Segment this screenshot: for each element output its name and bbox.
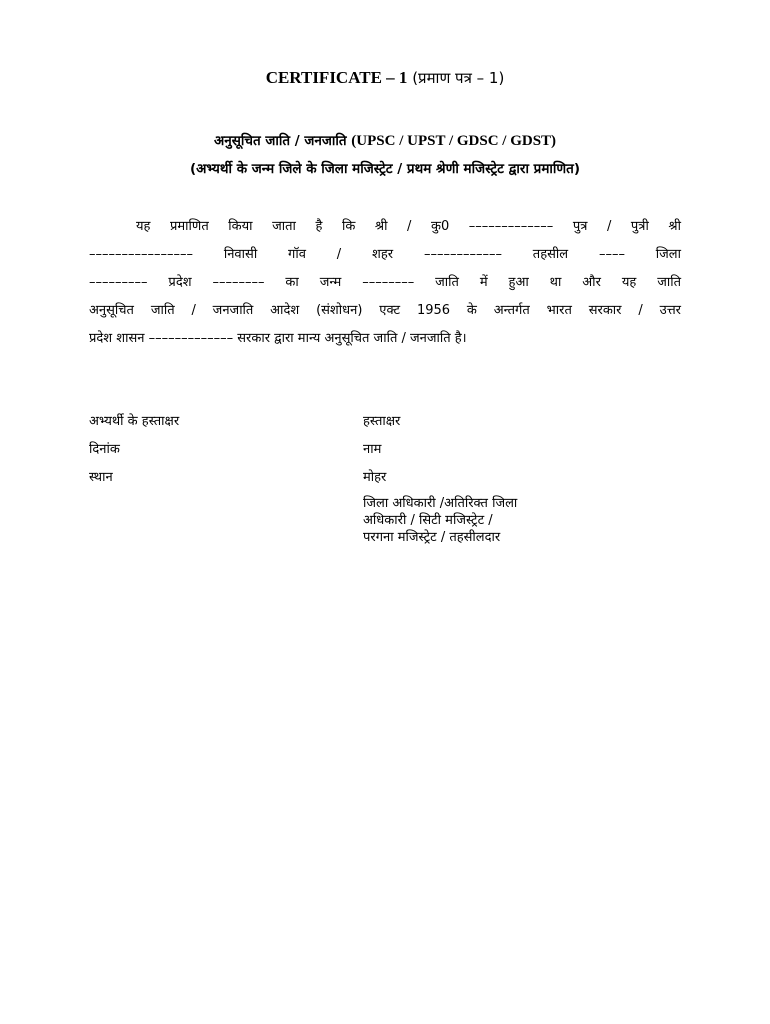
certificate-title (0, 68, 770, 88)
body-line-2: –––––––––––––––– निवासी गॉव / शहर –––––––––––– तहसील –––– जिला (89, 247, 681, 262)
body-line-1: यह प्रमाणित किया जाता है कि श्री / कु0 ––––––––––––– पुत्र / पुत्री श्री (136, 219, 681, 234)
candidate-signature-label: अभ्यर्थी के हस्ताक्षर (89, 414, 180, 429)
title-english: CERTIFICATE – 1 (265, 68, 408, 87)
subtitle-caste-category (0, 131, 770, 150)
body-line-3: ––––––––– प्रदेश –––––––– का जन्म –––––––– जाति में हुआ था और यह जाति (89, 275, 681, 290)
certificate-body (89, 213, 681, 353)
seal-label: मोहर (363, 470, 387, 485)
officer-name-label: नाम (363, 442, 382, 457)
date-label: दिनांक (89, 442, 120, 457)
body-line-4: अनुसूचित जाति / जनजाति आदेश (संशोधन) एक्ट 1956 के अन्तर्गत भारत सरकार / उत्तर (89, 303, 681, 318)
subtitle-attestation: (अभ्यर्थी के जन्म जिले के जिला मजिस्ट्रेट / प्रथम श्रेणी मजिस्ट्रेट द्वारा प्रमाणित) (189, 161, 581, 177)
officer-signature-label: हस्ताक्षर (363, 414, 401, 429)
officer-designation-line-1: जिला अधिकारी /अतिरिक्त जिला (363, 496, 518, 511)
subtitle-hindi: अनुसूचित जाति / जनजाति (213, 133, 352, 149)
subtitle-codes: (UPSC / UPST / GDSC / GDST) (351, 133, 557, 149)
place-label: स्थान (89, 470, 113, 485)
officer-designation-line-2: अधिकारी / सिटी मजिस्ट्रेट / (363, 513, 493, 528)
body-line-5: प्रदेश शासन ––––––––––––– सरकार द्वारा मान्य अनुसूचित जाति / जनजाति है। (89, 331, 467, 346)
officer-designation (363, 495, 517, 546)
title-hindi: (प्रमाण पत्र – 1) (412, 69, 505, 87)
officer-designation-line-3: परगना मजिस्ट्रेट / तहसीलदार (363, 530, 501, 545)
